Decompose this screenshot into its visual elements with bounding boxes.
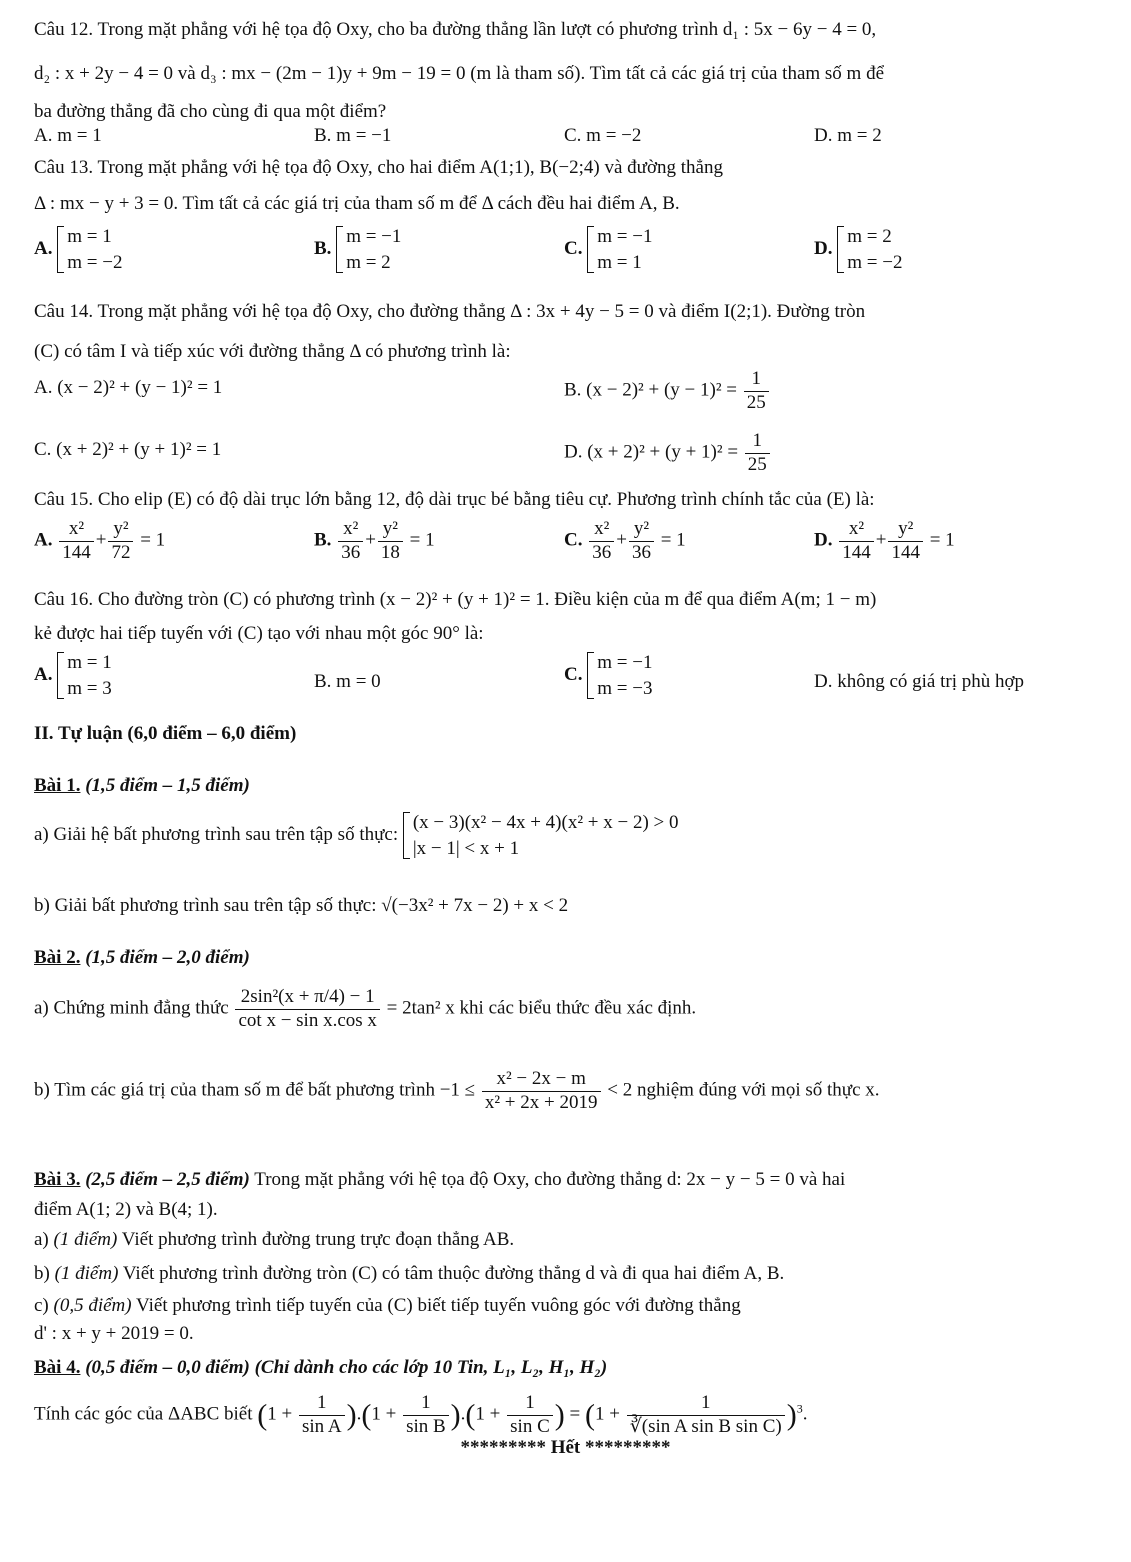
q14-line1: Câu 14. Trong mặt phẳng với hệ tọa độ Oxy, cho đường thẳng Δ : 3x + 4y − 5 = 0 và điểm I(2;1). Đường tròn — [34, 301, 866, 322]
bai4-heading: Bài 4. (0,5 điểm – 0,0 điểm) (Chỉ dành cho các lớp 10 Tin, L₁, L₂, H₁, H₂) — [34, 1357, 608, 1378]
bai1-a: a) Giải hệ bất phương trình sau trên tập số thực: (x − 3)(x² − 4x + 4)(x² + x − 2) > 0 |x − 1| < x + 1 — [34, 810, 679, 861]
q12-line2: d₂ : x + 2y − 4 = 0 và d₃ : mx − (2m − 1)y + 9m − 19 = 0 (m là tham số). Tìm tất cả các giá trị của tham số m để — [34, 63, 885, 84]
q12-line1: Câu 12. Trong mặt phẳng với hệ tọa độ Oxy, cho ba đường thẳng lần lượt có phương trình d₁ : 5x − 6y − 4 = 0, — [34, 19, 877, 40]
q16-line2: kẻ được hai tiếp tuyến với (C) tạo với nhau một góc 90° là: — [34, 623, 484, 644]
q14-option-a: A. (x − 2)² + (y − 1)² = 1 — [34, 377, 223, 398]
q13-line2: Δ : mx − y + 3 = 0. Tìm tất cả các giá trị của tham số m để Δ cách đều hai điểm A, B. — [34, 193, 680, 214]
q14-option-d: D. (x + 2)² + (y + 1)² = $\frac{1}{25}$ — [564, 430, 772, 477]
q13-option-a: A. m = 1 m = −2 — [34, 224, 122, 275]
bai1-heading: Bài 1. (1,5 điểm – 1,5 điểm) — [34, 775, 250, 796]
q14-line2: (C) có tâm I và tiếp xúc với đường thẳng Δ có phương trình là: — [34, 341, 511, 362]
q15-line1: Câu 15. Cho elip (E) có độ dài trục lớn bằng 12, độ dài trục bé bằng tiêu cự. Phương trình chính tắc của (E) là: — [34, 489, 875, 510]
q15-option-d: D. $\frac{\text{x²}}{144}$ + $\frac{\text{y²}}{144}$ = 1 — [814, 518, 955, 563]
part-2-heading: II. Tự luận (6,0 điểm – 6,0 điểm) — [34, 723, 297, 744]
bai1-b: b) Giải bất phương trình sau trên tập số thực: √(−3x² + 7x − 2) + x < 2 — [34, 895, 569, 916]
bai3-c: c) (0,5 điểm) Viết phương trình tiếp tuyến của (C) biết tiếp tuyến vuông góc với đường thẳng — [34, 1295, 741, 1316]
q15-option-c: C. $\frac{\text{x²}}{36}$ + $\frac{\text{y²}}{36}$ = 1 — [564, 518, 686, 563]
bai2-a: a) Chứng minh đẳng thức $\frac{\text{2sin²(x + π/4) − 1}}{\text{cot x − sin x.cos x}}$ = 2tan² x khi các biểu thức đều xác định. — [34, 986, 697, 1031]
bai2-b: b) Tìm các giá trị của tham số m để bất phương trình −1 ≤ $\frac{\text{x² − 2x − m}}{\text{x² + 2x + 2019}}$ < 2 nghiệm đúng với mọi số thực x. — [34, 1068, 880, 1113]
q15-option-a: A. $\frac{\text{x²}}{144}$ + $\frac{\text{y²}}{72}$ = 1 — [34, 518, 166, 563]
q15-option-b: B. $\frac{\text{x²}}{36}$ + $\frac{\text{y²}}{18}$ = 1 — [314, 518, 435, 563]
q13-option-b: B. m = −1 m = 2 — [314, 224, 401, 275]
bai3-b: b) (1 điểm) Viết phương trình đường tròn (C) có tâm thuộc đường thẳng d và đi qua hai điểm A, B. — [34, 1263, 785, 1284]
bai3-line1: Bài 3. (2,5 điểm – 2,5 điểm) Trong mặt phẳng với hệ tọa độ Oxy, cho đường thẳng d: 2x − y − 5 = 0 và hai — [34, 1169, 846, 1190]
q16-option-c: C. m = −1 m = −3 — [564, 650, 652, 701]
q14-option-b: B. (x − 2)² + (y − 1)² = $\frac{1}{25}$ — [564, 368, 771, 415]
q16-line1: Câu 16. Cho đường tròn (C) có phương trình (x − 2)² + (y + 1)² = 1. Điều kiện của m để qua điểm A(m; 1 − m) — [34, 589, 877, 610]
q16-option-a: A. m = 1 m = 3 — [34, 650, 112, 701]
bai3-line2: điểm A(1; 2) và B(4; 1). — [34, 1199, 218, 1220]
q13-option-d: D. m = 2 m = −2 — [814, 224, 902, 275]
bai4-text: Tính các góc của ΔABC biết (1 + $\frac{1}{\text{sin A}}$ ).(1 + $\frac{1}{\text{sin B}}$ ).(1 + $\frac{1}{\text{sin C}}$ ) = (1 + $\frac{1}{\text{∛(sin A sin B sin C)}}$ )$^3$. — [34, 1392, 808, 1437]
q12-line3: ba đường thẳng đã cho cùng đi qua một điểm? — [34, 101, 387, 122]
q12-option-d: D. m = 2 — [814, 125, 882, 146]
bai3-a: a) (1 điểm) Viết phương trình đường trung trực đoạn thẳng AB. — [34, 1229, 515, 1250]
q12-option-c: C. m = −2 — [564, 125, 642, 146]
q16-option-b: B. m = 0 — [314, 671, 381, 692]
q13-option-c: C. m = −1 m = 1 — [564, 224, 652, 275]
end-marker: ********* Hết ********* — [460, 1437, 671, 1458]
q14-option-c: C. (x + 2)² + (y + 1)² = 1 — [34, 439, 222, 460]
q12-option-b: B. m = −1 — [314, 125, 392, 146]
bai2-heading: Bài 2. (1,5 điểm – 2,0 điểm) — [34, 947, 250, 968]
q13-line1: Câu 13. Trong mặt phẳng với hệ tọa độ Oxy, cho hai điểm A(1;1), B(−2;4) và đường thẳng — [34, 157, 723, 178]
q16-option-d: D. không có giá trị phù hợp — [814, 671, 1025, 692]
bai3-c2: d' : x + y + 2019 = 0. — [34, 1323, 194, 1344]
q12-option-a: A. m = 1 — [34, 125, 102, 146]
